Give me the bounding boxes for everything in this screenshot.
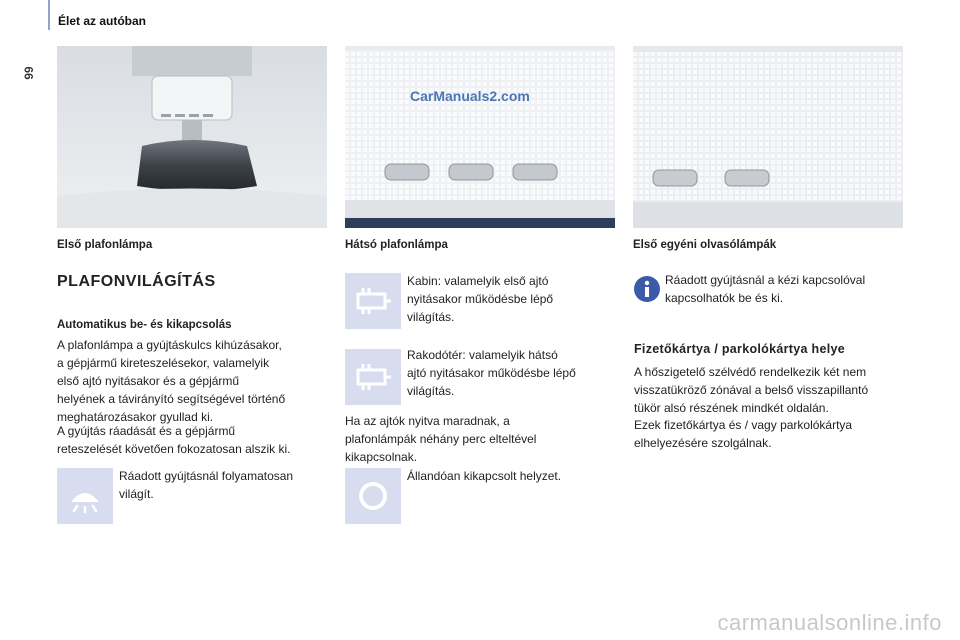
text-line: a gépjármű kireteszelésekor, valamelyik [57, 356, 270, 370]
paragraph-card-zones [634, 363, 904, 417]
text-line: Kabin: valamelyik első ajtó [407, 274, 549, 288]
caption-reading-lamps: Első egyéni olvasólámpák [633, 239, 777, 251]
icon-permanent-off [345, 468, 401, 524]
text-line: Ráadott gyújtásnál a kézi kapcsolóval [665, 273, 866, 287]
subheading-auto-on-off: Automatikus be- és kikapcsolás [57, 319, 232, 331]
icon-cabin-door [345, 273, 401, 329]
text-line: Ráadott gyújtásnál folyamatosan [119, 469, 294, 483]
door-light-icon [353, 284, 393, 318]
text-line: világítás. [407, 384, 455, 398]
side-accent-bar [48, 0, 50, 30]
section-title: Élet az autóban [58, 14, 147, 28]
note-permanent-on [119, 467, 329, 503]
text-line: helyének a távirányító segítségével történő [57, 392, 286, 406]
paragraph-auto-off [57, 422, 342, 458]
text-line: ajtó nyitásakor működésbe lépő [407, 366, 576, 380]
caption-front-ceiling-lamp: Első plafonlámpa [57, 239, 153, 251]
paragraph-doors-open [345, 412, 605, 466]
text-line: világít. [119, 487, 154, 501]
footer-watermark: carmanualsonline.info [717, 610, 942, 635]
paragraph-auto-on [57, 336, 337, 426]
note-cabin [407, 272, 607, 326]
text-line: Ezek fizetőkártya és / vagy parkolókártya [634, 418, 853, 432]
text-line: nyitásakor működésbe lépő [407, 292, 554, 306]
text-line: tükör alsó részének mindkét oldalán. [634, 401, 829, 415]
text-line: kapcsolhatók be és ki. [665, 291, 784, 305]
text-line: Rakodótér: valamelyik hátsó [407, 348, 558, 362]
photo-rear-ceiling-lamp [345, 46, 615, 228]
text-line: Ha az ajtók nyitva maradnak, a [345, 414, 510, 428]
text-line: plafonlámpák néhány perc elteltével [345, 432, 537, 446]
text-line: reteszelését követően fokozatosan alszik ki. [57, 442, 291, 456]
paragraph-card-purpose [634, 416, 904, 452]
photo-front-ceiling-lamp [57, 46, 327, 228]
photo-front-reading-lamps [633, 46, 903, 228]
circle-off-icon [355, 478, 391, 514]
text-line: első ajtó nyitásakor és a gépjármű [57, 374, 240, 388]
photo-watermark: CarManuals2.com [410, 88, 530, 104]
note-manual-switch [665, 271, 905, 307]
text-line: A gyújtás ráadását és a gépjármű [57, 424, 236, 438]
dome-light-on-icon [65, 478, 105, 514]
text-line: A hőszigetelő szélvédő rendelkezik két nem [634, 365, 867, 379]
caption-rear-ceiling-lamp: Hátsó plafonlámpa [345, 239, 448, 251]
note-permanent-off: Állandóan kikapcsolt helyzet. [407, 469, 562, 483]
door-light-icon [353, 360, 393, 394]
heading-card-holder: Fizetőkártya / parkolókártya helye [634, 342, 845, 356]
icon-cargo-door [345, 349, 401, 405]
text-line: visszatükröző zónával a belső visszapillantó [634, 383, 869, 397]
text-line: kikapcsolnak. [345, 450, 418, 464]
text-line: meghatározásakor gyullad ki. [57, 410, 214, 424]
text-line: elhelyezésére szolgálnak. [634, 436, 772, 450]
info-icon [634, 276, 660, 302]
page-number: 66 [21, 66, 36, 80]
icon-permanent-on [57, 468, 113, 524]
text-line: A plafonlámpa a gyújtáskulcs kihúzásakor, [57, 338, 282, 352]
text-line: világítás. [407, 310, 455, 324]
note-cargo [407, 346, 617, 400]
main-heading: PLAFONVILÁGÍTÁS [57, 273, 216, 290]
